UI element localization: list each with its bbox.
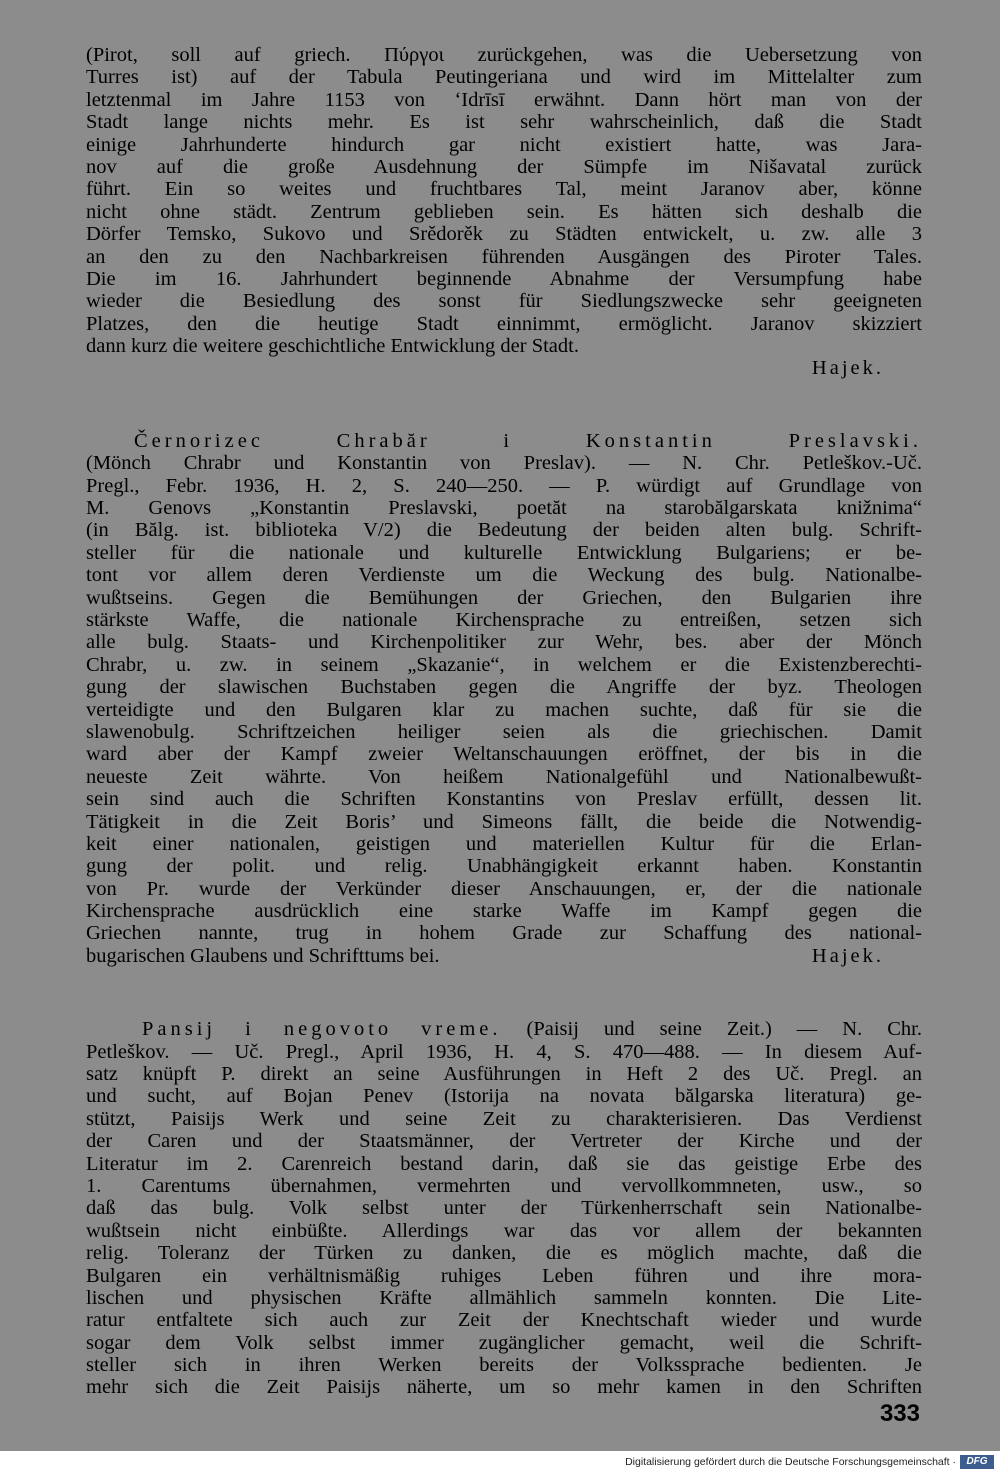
text-line: an den zu den Nachbarkreisen führenden Ausgängen des Piroter Tales. xyxy=(86,245,922,268)
text-line: (in Bălg. ist. biblioteka V/2) die Bedeutung der beiden alten bulg. Schrift- xyxy=(86,519,922,542)
text-line: daß das bulg. Volk selbst unter der Türkenherrschaft sein Nationalbe- xyxy=(86,1197,922,1220)
text-line: mehr sich die Zeit Paisijs näherte, um so mehr kamen in den Schriften xyxy=(86,1376,922,1399)
entry-heading: Pansij i negovoto vreme. xyxy=(142,1018,502,1041)
text-fragment: (Paisij und seine Zeit.) — N. Chr. xyxy=(526,1018,922,1041)
paragraph-chrabar xyxy=(86,430,922,967)
page-text xyxy=(86,44,922,1399)
text-line: gung der slawischen Buchstaben gegen die Angriffe der byz. Theologen xyxy=(86,676,922,699)
text-line: (Pirot, soll auf griech. Πύργοι zurückgehen, was die Uebersetzung von xyxy=(86,44,922,66)
entry-first-line xyxy=(86,1018,922,1040)
dfg-logo: DFG xyxy=(960,1455,994,1469)
text-line: verteidigte und den Bulgaren klar zu machen suchte, daß für sie die xyxy=(86,698,922,721)
page-number: 333 xyxy=(879,1400,920,1427)
text-line: relig. Toleranz der Türken zu danken, die es möglich machte, daß die xyxy=(86,1242,922,1265)
text-line: stärkste Waffe, die nationale Kirchensprache zu entreißen, setzen sich xyxy=(86,608,922,631)
entry-heading: Černorizec Chrabăr i Konstantin Preslavski. xyxy=(134,429,922,452)
text-line: Stadt lange nichts mehr. Es ist sehr wahrscheinlich, daß die Stadt xyxy=(86,111,922,134)
text-line: stützt, Paisijs Werk und seine Zeit zu charakterisieren. Das Verdienst xyxy=(86,1107,922,1130)
text-line: führt. Ein so weites und fruchtbares Tal, meint Jaranov aber, könne xyxy=(86,178,922,201)
text-line: Die im 16. Jahrhundert beginnende Abnahme der Versumpfung habe xyxy=(86,267,922,290)
text-line: steller sich in ihren Werken bereits der Volkssprache bedienten. Je xyxy=(86,1354,922,1377)
text-line: satz knüpft P. direkt an seine Ausführungen in Heft 2 des Uč. Pregl. an xyxy=(86,1063,922,1086)
text-line: wieder die Besiedlung des sonst für Siedlungszwecke sehr geeigneten xyxy=(86,290,922,313)
text-line: nov auf die große Ausdehnung der Sümpfe im Nišavatal zurück xyxy=(86,155,922,178)
text-line: 1. Carentums übernahmen, vermehrten und vervollkommneten, usw., so xyxy=(86,1174,922,1197)
text-line: wußtseins. Gegen die Bemühungen der Griechen, den Bulgarien ihre xyxy=(86,586,922,609)
text-line: Literatur im 2. Carenreich bestand darin, daß sie das geistige Erbe des xyxy=(86,1152,922,1175)
text-line: ratur entfaltete sich auch zur Zeit der Knechtschaft wieder und wurde xyxy=(86,1309,922,1332)
text-line: der Caren und der Staatsmänner, der Vertreter der Kirche und der xyxy=(86,1130,922,1153)
text-line: von Pr. wurde der Verkünder dieser Anschauungen, er, der die nationale xyxy=(86,877,922,900)
text-line: M. Genovs „Konstantin Preslavski, poetăt na starobălgarskata knižnima“ xyxy=(86,497,922,520)
text-line: dann kurz die weitere geschichtliche Entwicklung der Stadt. xyxy=(86,335,579,358)
text-line: ward aber der Kampf zweier Weltanschauungen eröffnet, der bis in die xyxy=(86,743,922,766)
text-line: Kirchensprache ausdrücklich eine starke Waffe im Kampf gegen die xyxy=(86,900,922,923)
text-line: Chrabr, u. zw. in seinem „Skazanie“, in welchem er die Existenzberechti- xyxy=(86,653,922,676)
text-line: lischen und physischen Kräfte allmählich sammeln konnten. Die Lite- xyxy=(86,1286,922,1309)
author-signature: Hajek. xyxy=(811,357,884,380)
text-line: keit einer nationalen, geistigen und materiellen Kultur für die Erlan- xyxy=(86,832,922,855)
text-line: einige Jahrhunderte hindurch gar nicht existiert hatte, was Jara- xyxy=(86,133,922,156)
text-line: bugarischen Glaubens und Schrifttums bei. xyxy=(86,944,440,967)
text-line: sein sind auch die Schriften Konstantins von Preslav erfüllt, dessen lit. xyxy=(86,788,922,811)
text-line: Petleškov. — Uč. Pregl., April 1936, H. 4, S. 470—488. — In diesem Auf- xyxy=(86,1040,922,1063)
text-line: neueste Zeit währte. Von heißem Nationalgefühl und Nationalbewußt- xyxy=(86,765,922,788)
text-line: letztenmal im Jahre 1153 von ‘Idrīsī erwähnt. Dann hört man von der xyxy=(86,88,922,111)
text-line: wußtsein nicht einbüßte. Allerdings war das vor allem der bekannten xyxy=(86,1219,922,1242)
text-line: Griechen nannte, trug in hohem Grade zur Schaffung des national- xyxy=(86,922,922,945)
digitization-footer xyxy=(0,1451,1000,1473)
text-line: Bulgaren ein verhältnismäßig ruhiges Leben führen und ihre mora- xyxy=(86,1264,922,1287)
text-line: Dörfer Temsko, Sukovo und Srědorěk zu Städten entwickelt, u. zw. alle 3 xyxy=(86,223,922,246)
text-line: tont vor allem deren Verdienste um die Weckung des bulg. Nationalbe- xyxy=(86,564,922,587)
text-line: gung der polit. und relig. Unabhängigkeit erkannt haben. Konstantin xyxy=(86,855,922,878)
paragraph-paisij xyxy=(86,1018,922,1399)
text-line-with-signature xyxy=(86,945,922,967)
text-line: Turres ist) auf der Tabula Peutingeriana und wird im Mittelalter zum xyxy=(86,66,922,89)
text-line: Platzes, den die heutige Stadt einnimmt, ermöglicht. Jaranov skizziert xyxy=(86,312,922,335)
text-line: steller für die nationale und kulturelle Entwicklung Bulgariens; er be- xyxy=(86,541,922,564)
author-signature: Hajek. xyxy=(811,944,884,967)
paragraph-pirot xyxy=(86,44,922,380)
text-line: (Mönch Chrabr und Konstantin von Preslav). — N. Chr. Petleškov.-Uč. xyxy=(86,452,922,475)
text-line: Tätigkeit in die Zeit Boris’ und Simeons fällt, die beide die Notwendig- xyxy=(86,810,922,833)
text-line: nicht ohne städt. Zentrum geblieben sein. Es hätten sich deshalb die xyxy=(86,200,922,223)
text-line: slawenobulg. Schriftzeichen heiliger seien als die griechischen. Damit xyxy=(86,720,922,743)
text-line: und sucht, auf Bojan Penev (Istorija na novata bălgarska literatura) ge- xyxy=(86,1085,922,1108)
footer-credit: Digitalisierung gefördert durch die Deutsche Forschungsgemeinschaft · xyxy=(625,1456,956,1468)
text-line: alle bulg. Staats- und Kirchenpolitiker zur Wehr, bes. aber der Mönch xyxy=(86,631,922,654)
text-line: sogar dem Volk selbst immer zugänglicher gemacht, weil die Schrift- xyxy=(86,1331,922,1354)
text-line: Pregl., Febr. 1936, H. 2, S. 240—250. — P. würdigt auf Grundlage von xyxy=(86,474,922,497)
